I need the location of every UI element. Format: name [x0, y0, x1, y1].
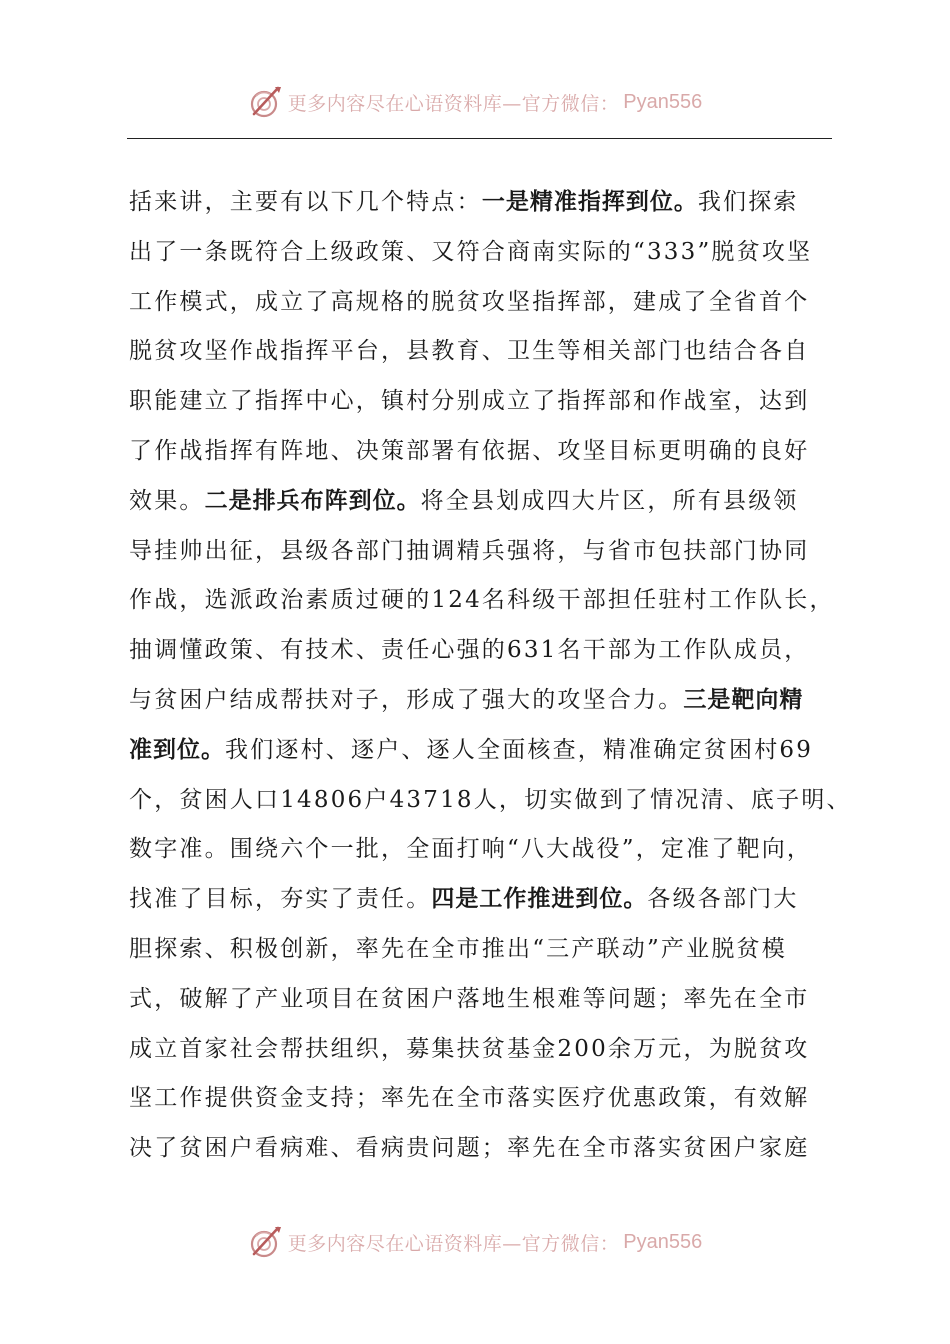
text-line-11: 与贫困户结成帮扶对子，形成了强大的攻坚合力。三是靶向精 — [129, 686, 804, 713]
header-banner-content — [248, 84, 702, 120]
footer-banner-text: 更多内容尽在心语资料库—官方微信： — [287, 1232, 620, 1255]
footer-banner-content — [248, 1224, 702, 1260]
text-line-10: 抽调懂政策、有技术、责任心强的631名干部为工作队成员， — [129, 637, 810, 664]
text-line-16: 胆探索、积极创新，率先在全市推出“三产联动”产业脱贫模 — [129, 935, 787, 962]
text-line-9: 作战，选派政治素质过硬的124名科级干部担任驻村工作队长， — [129, 587, 835, 614]
text-line-18: 成立首家社会帮扶组织，募集扶贫基金200余万元，为脱贫攻 — [129, 1035, 810, 1062]
text-line-8: 导挂帅出征，县级各部门抽调精兵强将，与省市包扶部门协同 — [129, 537, 810, 564]
bold-heading-3-cont: 准到位。 — [129, 736, 225, 763]
logo-icon — [248, 84, 284, 120]
footer-wechat-id: Pyan556 — [623, 1230, 703, 1253]
header-banner — [0, 80, 950, 124]
text-line-1: 括来讲，主要有以下几个特点：一是精准指挥到位。我们探索 — [129, 189, 799, 215]
text-line-15: 找准了目标，夯实了责任。四是工作推进到位。各级各部门大 — [129, 886, 799, 913]
text-line-5: 职能建立了指挥中心，镇村分别成立了指挥部和作战室，达到 — [129, 388, 810, 415]
text-line-17: 式，破解了产业项目在贫困户落地生根难等问题；率先在全市 — [129, 985, 810, 1012]
text-line-12: 准到位。我们逐村、逐户、逐人全面核查，精准确定贫困村69 — [129, 736, 814, 763]
text-line-2: 出了一条既符合上级政策、又符合商南实际的“333”脱贫攻坚 — [129, 238, 813, 265]
text-line-6: 了作战指挥有阵地、决策部署有依据、攻坚目标更明确的良好 — [129, 437, 810, 464]
document-body — [129, 178, 852, 1174]
text-line-20: 决了贫困户看病难、看病贵问题；率先在全市落实贫困户家庭 — [129, 1135, 810, 1162]
logo-icon — [248, 1224, 284, 1260]
bold-heading-1: 一是精准指挥到位。 — [481, 189, 698, 215]
header-divider — [127, 138, 832, 139]
header-wechat-id: Pyan556 — [623, 90, 703, 113]
bold-heading-2: 二是排兵布阵到位。 — [204, 487, 421, 514]
footer-banner — [0, 1220, 950, 1264]
text-line-13: 个，贫困人口14806户43718人，切实做到了情况清、底子明、 — [129, 786, 852, 813]
text-line-7: 效果。二是排兵布阵到位。将全县划成四大片区，所有县级领 — [129, 487, 799, 514]
bold-heading-4: 四是工作推进到位。 — [431, 886, 648, 913]
text-line-3: 工作模式，成立了高规格的脱贫攻坚指挥部，建成了全省首个 — [129, 288, 810, 315]
text-line-19: 坚工作提供资金支持；率先在全市落实医疗优惠政策，有效解 — [129, 1085, 810, 1112]
text-line-14: 数字准。围绕六个一批，全面打响“八大战役”，定准了靶向， — [129, 836, 813, 863]
bold-heading-3: 三是靶向精 — [683, 686, 804, 713]
text-line-4: 脱贫攻坚作战指挥平台，县教育、卫生等相关部门也结合各自 — [129, 338, 810, 365]
header-banner-text: 更多内容尽在心语资料库—官方微信： — [287, 92, 620, 115]
